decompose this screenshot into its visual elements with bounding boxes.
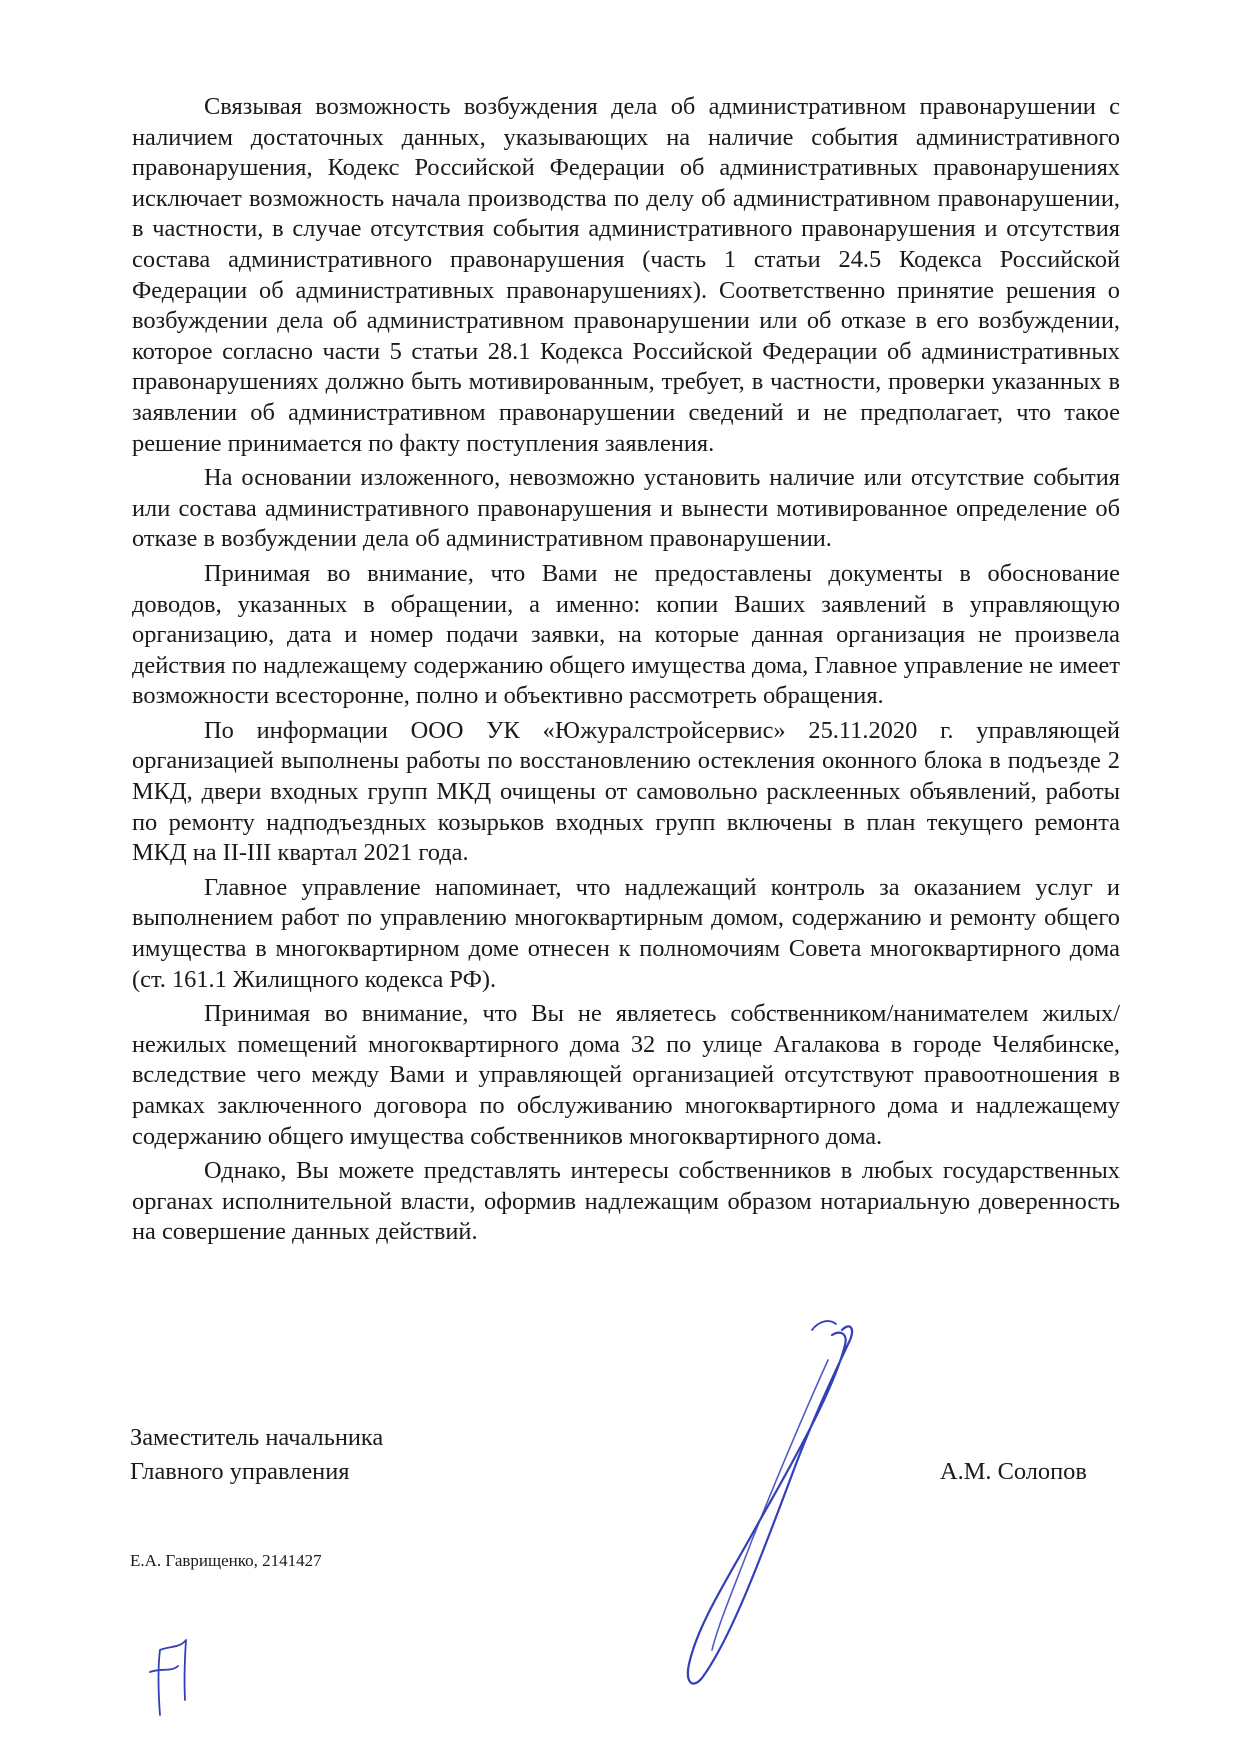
paragraph-5: Главное управление напоминает, что надлежащий контроль за оказанием услуг и выполнением работ по управлению многоквартирным домом, содержанию и ремонту общего имущества в многоквартирном доме отнесен к полномочиям Совета многоквартирного дома (ст. 161.1 Жилищного кодекса РФ).	[132, 873, 1120, 993]
paragraph-4: По информации ООО УК «Южуралстройсервис» 25.11.2020 г. управляющей организацией выполнены работы по восстановлению остекления оконного блока в подъезде 2 МКД, двери входных групп МКД очищены от самовольно расклеенных объявлений, работы по ремонту надподъездных козырьков входных групп включены в план текущего ремонта МКД на II-III квартал 2021 года.	[132, 716, 1120, 867]
paragraph-1: Связывая возможность возбуждения дела об административном правонарушении с наличием достаточных данных, указывающих на наличие события административного правонарушения, Кодекс Российской Федерации об административных правонарушениях исключает возможность начала производства по делу об административном правонарушении, в частности, в случае отсутствия события административного правонарушения и отсутствия состава административного правонарушения (часть 1 статьи 24.5 Кодекса Российской Федерации об административных правонарушениях). Соответственно принятие решения о возбуждении дела об административном правонарушении или об отказе в его возбуждении, которое согласно части 5 статьи 28.1 Кодекса Российской Федерации об административных правонарушениях должно быть мотивированным, требует, в частности, проверки указанных в заявлении об административном правонарушении сведений и не предполагает, что такое решение принимается по факту поступления заявления.	[132, 93, 1120, 457]
paragraph-2: На основании изложенного, невозможно установить наличие или отсутствие события или состава административного правонарушения и вынести мотивированное определение об отказе в возбуждении дела об административном правонарушении.	[132, 464, 1120, 553]
paragraph-7: Однако, Вы можете представлять интересы собственников в любых государственных органах исполнительной власти, оформив надлежащим образом нотариальную доверенность на совершение данных действий.	[132, 1157, 1120, 1246]
signer-name: А.М. Солопов	[940, 1458, 1087, 1485]
executor-contact: Е.А. Гаврищенко, 2141427	[130, 1551, 322, 1570]
paragraph-3: Принимая во внимание, что Вами не предоставлены документы в обоснование доводов, указанных в обращении, а именно: копии Ваших заявлений в управляющую организацию, дата и номер подачи заявки, на которые данная организация не произвела действия по надлежащему содержанию общего имущества дома, Главное управление не имеет возможности всесторонне, полно и объективно рассмотреть обращения.	[132, 559, 1120, 710]
paragraph-6: Принимая во внимание, что Вы не являетесь собственником/нанимателем жилых/нежилых помещений многоквартирного дома 32 по улице Агалакова в городе Челябинске, вследствие чего между Вами и управляющей организацией отсутствуют правоотношения в рамках заключенного договора по обслуживанию многоквартирного дома и надлежащему содержанию общего имущества собственников многоквартирного дома.	[132, 1000, 1120, 1150]
signer-position-line1: Заместитель начальника	[130, 1424, 384, 1451]
signer-position-line2: Главного управления	[130, 1458, 350, 1485]
